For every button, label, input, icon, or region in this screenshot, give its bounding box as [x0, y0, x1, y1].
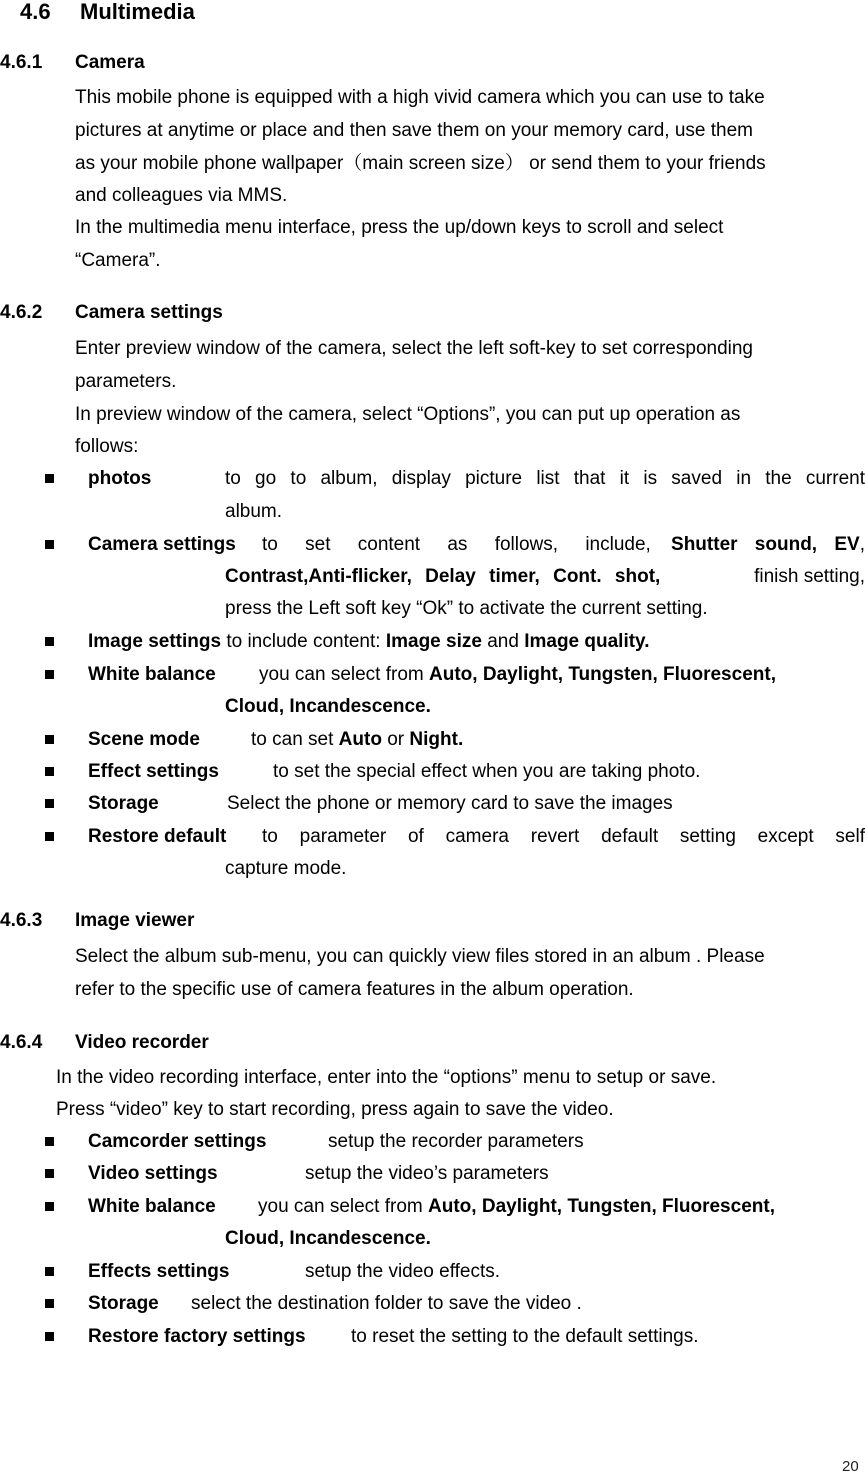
bullet-line	[259, 665, 776, 684]
bullet-text: to go to album, display picture list that it is saved in the current	[225, 468, 865, 489]
paragraph-line: “Camera”.	[75, 250, 161, 271]
bullet-term: Restore default	[88, 826, 227, 847]
bullet-highlight: Cloud, Incandescence.	[225, 696, 431, 717]
bullet-text: setup the recorder parameters	[328, 1131, 584, 1152]
bullet-text: to include content:	[226, 631, 381, 652]
bullet-term: Storage	[88, 793, 159, 814]
bullet-square-icon	[45, 474, 54, 483]
bullet-highlight: Image size	[385, 631, 482, 652]
bullet-term: Restore factory settings	[88, 1326, 306, 1347]
paragraph-line: refer to the specific use of camera features in the album operation.	[75, 979, 634, 1000]
paragraph-line: In preview window of the camera, select “Options”, you can put up operation as	[75, 404, 741, 425]
subsection-title: Image viewer	[75, 910, 195, 931]
bullet-text: ,	[859, 534, 865, 555]
bullet-text: to set content as follows, include,	[262, 534, 651, 555]
bullet-term: Effects settings	[88, 1261, 230, 1282]
bullet-highlight: Image quality.	[524, 631, 650, 652]
bullet-text: to parameter of camera revert default setting except self	[262, 826, 865, 847]
bullet-text: capture mode.	[225, 858, 347, 879]
subsection-number: 4.6.3	[0, 910, 43, 931]
bullet-text: to can set	[251, 729, 334, 750]
bullet-text: album.	[225, 501, 283, 522]
bullet-highlight: Shutter sound, EV	[671, 534, 860, 555]
bullet-text: setup the video’s parameters	[305, 1163, 549, 1184]
paragraph-line: parameters.	[75, 371, 177, 392]
paragraph-line: as your mobile phone wallpaper（main screen size） or send them to your friends	[75, 153, 766, 174]
bullet-text: Select the phone or memory card to save the images	[227, 793, 673, 814]
paragraph-line: Select the album sub-menu, you can quickly view files stored in an album . Please	[75, 946, 765, 967]
bullet-line	[258, 1197, 775, 1216]
paragraph-line: pictures at anytime or place and then save them on your memory card, use them	[75, 120, 753, 141]
bullet-square-icon	[45, 799, 54, 808]
bullet-text: and	[487, 631, 519, 652]
bullet-text: press the Left soft key “Ok” to activate the current setting.	[225, 598, 708, 619]
bullet-term: White balance	[88, 664, 216, 685]
bullet-highlight: Night.	[409, 729, 464, 750]
subsection-number: 4.6.2	[0, 302, 43, 323]
subsection-number: 4.6.1	[0, 52, 43, 73]
bullet-text: select the destination folder to save the video .	[191, 1293, 582, 1314]
bullet-term: White balance	[88, 1196, 216, 1217]
paragraph-line: and colleagues via MMS.	[75, 185, 288, 206]
bullet-square-icon	[45, 767, 54, 776]
bullet-highlight: Contrast,Anti-flicker, Delay timer, Cont. shot,	[225, 566, 661, 587]
bullet-square-icon	[45, 637, 54, 646]
subsection-number: 4.6.4	[0, 1032, 43, 1053]
paragraph-line: In the video recording interface, enter into the “options” menu to setup or save.	[56, 1067, 717, 1088]
paragraph-line: Press “video” key to start recording, press again to save the video.	[56, 1099, 614, 1120]
bullet-text: to set the special effect when you are taking photo.	[273, 761, 701, 782]
bullet-term: Image settings	[88, 631, 222, 652]
bullet-text: you can select from	[259, 664, 424, 685]
bullet-square-icon	[45, 670, 54, 679]
bullet-text: to reset the setting to the default settings.	[351, 1326, 699, 1347]
bullet-term: photos	[88, 468, 152, 489]
bullet-square-icon	[45, 540, 54, 549]
bullet-square-icon	[45, 1299, 54, 1308]
subsection-title: Camera	[75, 52, 145, 73]
bullet-line	[88, 632, 650, 651]
bullet-text: setup the video effects.	[305, 1261, 501, 1282]
bullet-highlight: Auto, Daylight, Tungsten, Fluorescent,	[428, 1196, 775, 1217]
paragraph-line: Enter preview window of the camera, select the left soft-key to set corresponding	[75, 338, 753, 359]
bullet-highlight: Auto	[338, 729, 382, 750]
bullet-square-icon	[45, 1202, 54, 1211]
bullet-text	[671, 535, 865, 554]
subsection-title: Camera settings	[75, 302, 223, 323]
page-number: 20	[842, 1458, 859, 1475]
bullet-square-icon	[45, 735, 54, 744]
bullet-text: or	[387, 729, 405, 750]
bullet-text: finish setting,	[754, 566, 865, 587]
bullet-text: you can select from	[258, 1196, 423, 1217]
bullet-term: Video settings	[88, 1163, 218, 1184]
bullet-square-icon	[45, 1332, 54, 1341]
bullet-square-icon	[45, 832, 54, 841]
bullet-square-icon	[45, 1267, 54, 1276]
bullet-text-row	[262, 535, 865, 554]
bullet-term: Effect settings	[88, 761, 219, 782]
section-number: 4.6	[20, 0, 51, 24]
bullet-text-row	[225, 567, 865, 586]
bullet-highlight: Auto, Daylight, Tungsten, Fluorescent,	[429, 664, 776, 685]
bullet-term: Camera settings	[88, 534, 236, 555]
paragraph-line: follows:	[75, 436, 139, 457]
subsection-title: Video recorder	[75, 1032, 209, 1053]
bullet-term: Camcorder settings	[88, 1131, 267, 1152]
bullet-term: Scene mode	[88, 729, 200, 750]
bullet-square-icon	[45, 1137, 54, 1146]
bullet-square-icon	[45, 1169, 54, 1178]
bullet-term: Storage	[88, 1293, 159, 1314]
bullet-highlight: Cloud, Incandescence.	[225, 1228, 431, 1249]
paragraph-line: In the multimedia menu interface, press the up/down keys to scroll and select	[75, 217, 724, 238]
paragraph-line: This mobile phone is equipped with a high vivid camera which you can use to take	[75, 87, 765, 108]
section-title: Multimedia	[80, 0, 195, 24]
bullet-line	[251, 730, 463, 749]
